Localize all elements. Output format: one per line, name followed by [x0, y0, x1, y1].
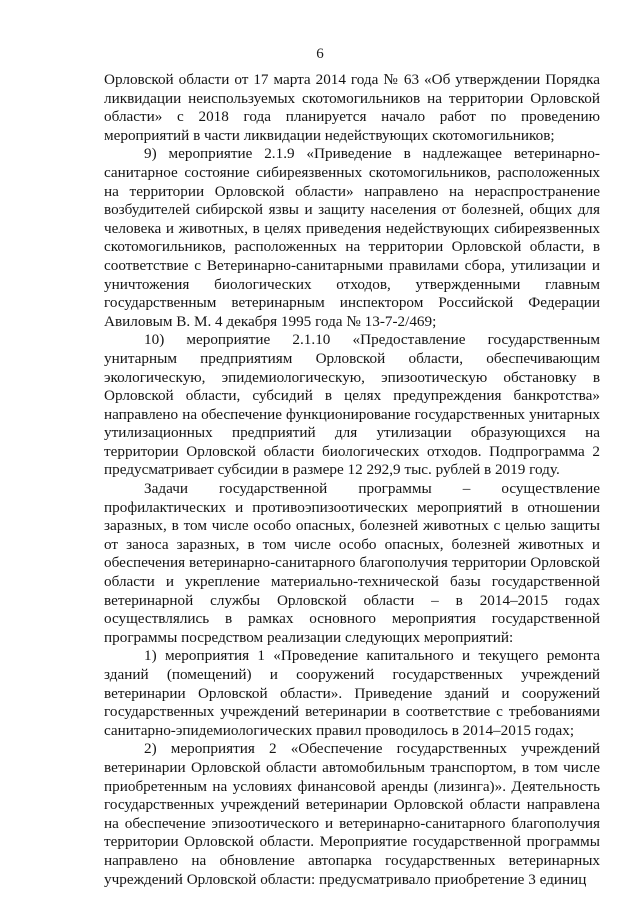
- paragraph-measure-2: 2) мероприятия 2 «Обеспечение государственных учреждений ветеринарии Орловской области автомобильным транспортом, в том числе приобретенным на условиях финансовой аренды (лизинга)». Деятельность государственных учреждений ветеринарии Орловской области направлена на обеспечение эпизоотического и ветеринарно-санитарного благополучия территории Орловской области. Мероприятие государственной программы направлено на обновление автопарка государственных ветеринарных учреждений Орловской области: предусматривало приобретение 3 единиц: [104, 740, 600, 888]
- paragraph-item-10: 10) мероприятие 2.1.10 «Предоставление государственным унитарным предприятиям Орловской области, обеспечивающим экологическую, эпидемиологическую, эпизоотическую обстановку в Орловской области, субсидий в целях предупреждения банкротства» направлено на обеспечение функционирование государственных унитарных утилизационных предприятий для утилизации образующихся на территории Орловской области биологических отходов. Подпрограмма 2 предусматривает субсидии в размере 12 292,9 тыс. рублей в 2019 году.: [104, 331, 600, 479]
- paragraph-item-9: 9) мероприятие 2.1.9 «Приведение в надлежащее ветеринарно-санитарное состояние сибиреязвенных скотомогильников, расположенных на территории Орловской области» направлено на нераспространение возбудителей сибирской язвы и защиту населения от болезней, общих для человека и животных, в целях приведения недействующих сибиреязвенных скотомогильников, расположенных на территории Орловской области, в соответствие с Ветеринарно-санитарными правилами сбора, утилизации и уничтожения биологических отходов, утвержденными главным государственным ветеринарным инспектором Российской Федерации Авиловым В. М. 4 декабря 1995 года № 13-7-2/469;: [104, 145, 600, 330]
- paragraph-measure-1: 1) мероприятия 1 «Проведение капитального и текущего ремонта зданий (помещений) и сооружений государственных учреждений ветеринарии Орловской области». Приведение зданий и сооружений государственных учреждений ветеринарии в соответствие с требованиями санитарно-эпидемиологических правил проводилось в 2014–2015 годах;: [104, 647, 600, 739]
- paragraph-tasks: Задачи государственной программы – осуществление профилактических и противоэпизоотических мероприятий в отношении заразных, в том числе особо опасных, болезней животных с целью защиты от заноса заразных, в том числе особо опасных, болезней животных и обеспечения ветеринарно-санитарного благополучия территории Орловской области и укрепление материально-технической базы государственной ветеринарной службы Орловской области – в 2014–2015 годах осуществлялись в рамках основного мероприятия государственной программы посредством реализации следующих мероприятий:: [104, 480, 600, 646]
- document-body: [104, 71, 600, 889]
- page-number: 6: [316, 46, 324, 62]
- paragraph-continuation: Орловской области от 17 марта 2014 года № 63 «Об утверждении Порядка ликвидации неиспользуемых скотомогильников на территории Орловской области» с 2018 года планируется начало работ по проведению мероприятий в части ликвидации недействующих скотомогильников;: [104, 71, 600, 144]
